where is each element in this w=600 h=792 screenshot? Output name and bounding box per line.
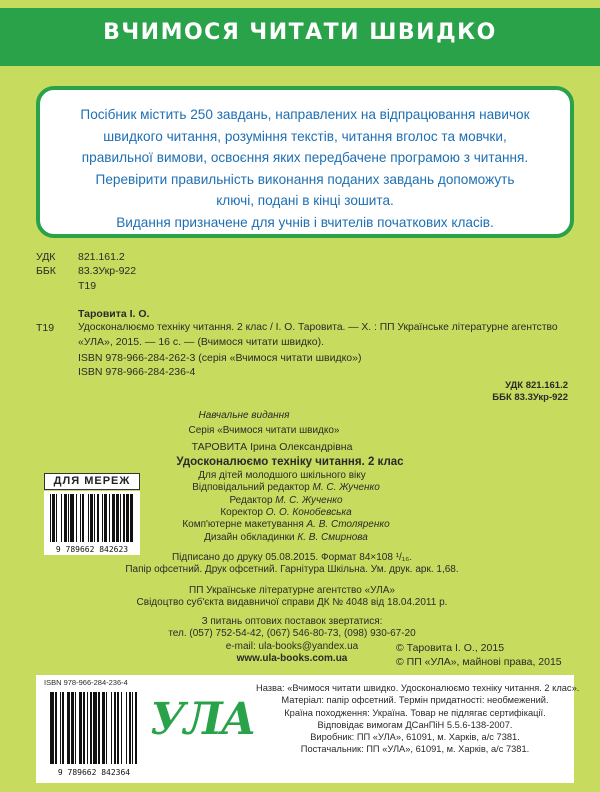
annotation-line: Посібник містить 250 завдань, направлених на відпрацювання навичок: [80, 107, 530, 122]
book-title: Удосконалюємо техніку читання. 2 клас: [176, 455, 404, 468]
print-line1: Підписано до друку 05.08.2015. Формат 84×108 ¹/₁₆.: [171, 551, 413, 563]
copyright-publisher: © ПП «УЛА», майнові права, 2015: [396, 656, 562, 668]
product-info: [256, 682, 580, 756]
print-line2: Папір офсетний. Друк офсетний. Гарнітура Шкільна. Ум. друк. арк. 1,68.: [125, 564, 459, 576]
email-link[interactable]: e-mail: ula-books@yandex.ua: [225, 640, 359, 652]
publisher-logo: [150, 691, 255, 749]
annotation-line: правильної вимови, освоєння яких передбачене програмою з читання.: [81, 150, 529, 165]
annotation-line: швидкого читання, розуміння текстів, читання вголос та мовчки,: [103, 128, 507, 144]
bib-isbn-series: ISBN 978-966-284-262-3 (серія «Вчимося читати швидко»): [78, 352, 362, 364]
series-name: Серія «Вчимося читати швидко»: [188, 425, 340, 437]
phones: тел. (057) 752-54-42, (067) 546-80-73, (098) 930-67-20: [168, 628, 416, 640]
editor-name: М. С. Жученко: [312, 482, 380, 494]
annotation-box: [36, 86, 574, 238]
bbk-label: ББК: [36, 265, 56, 277]
redactor-label: Редактор: [229, 494, 273, 506]
publisher-logo-text: УЛА: [150, 694, 255, 745]
bib-isbn: ISBN 978-966-284-236-4: [78, 366, 196, 378]
annotation-line: Перевірити правильність виконання поданих завдань допоможуть: [95, 171, 515, 187]
bbk-value: 83.3Укр-922: [78, 265, 137, 277]
udk-value: 821.161.2: [78, 251, 125, 263]
author-full-name: ТАРОВИТА Ірина Олександрівна: [191, 440, 353, 453]
product-standard: Відповідає вимогам ДСанПіН 5.5.6-138-2007.: [317, 719, 513, 730]
website-link[interactable]: www.ula-books.com.ua: [236, 653, 348, 665]
edition-type: Навчальне видання: [198, 410, 290, 421]
bib-description-line1: Удосконалюємо техніку читання. 2 клас / І. О. Таровита. — Х. : ПП Українське літературне агентство: [78, 322, 558, 333]
cover-name: К. В. Смирнова: [297, 531, 368, 543]
product-name: Назва: «Вчимося читати швидко. Удосконалюємо техніку читання. 2 клас».: [256, 683, 580, 693]
series-barcode: [44, 491, 140, 555]
author-name: Таровита І. О.: [78, 308, 150, 320]
annotation-line: Видання призначене для учнів і вчителів початкових класів.: [116, 214, 494, 230]
product-material: Матеріал: папір офсетний. Термін придатності: необмежений.: [281, 695, 549, 706]
corrector-label: Коректор: [220, 507, 263, 519]
copyright-author: © Таровита І. О., 2015: [396, 642, 505, 654]
publisher: ПП Українське літературне агентство «УЛА»: [189, 584, 395, 596]
corrector-name: О. О. Конобевська: [265, 507, 352, 519]
bbk-right: ББК 83.3Укр-922: [492, 392, 568, 403]
udk-label: УДК: [36, 251, 56, 263]
barcode-number: 9 789662 842364: [57, 768, 131, 777]
bib-code: Т19: [36, 322, 55, 334]
author-code: Т19: [78, 280, 97, 292]
network-label: ДЛЯ МЕРЕЖ: [44, 473, 140, 490]
bib-description-line2: «УЛА», 2015. — 16 с. — (Вчимося читати швидко).: [78, 336, 325, 348]
annotation-line: ключі, подані в кінці зошита.: [216, 193, 394, 208]
cover-label: Дизайн обкладинки: [204, 531, 295, 543]
layout-name: А. В. Столяренко: [306, 519, 390, 531]
barcode-number: 9 789662 842623: [55, 545, 129, 554]
product-barcode: [44, 690, 144, 778]
editor-label: Відповідальний редактор: [192, 482, 310, 494]
wholesale-contact: З питань оптових поставок звертатися:: [201, 616, 383, 628]
product-origin: Країна походження: Україна. Товар не підлягає сертифікації.: [284, 707, 546, 718]
series-title: ВЧИМОСЯ ЧИТАТИ ШВИДКО: [103, 20, 497, 45]
udk-right: УДК 821.161.2: [505, 380, 568, 391]
barcode-gap: [137, 692, 138, 764]
product-manufacturer: Виробник: ПП «УЛА», 61091, м. Харків, а/с 7381.: [310, 732, 520, 743]
barcode-gap: [133, 494, 134, 542]
redactor-name: М. С. Жученко: [275, 494, 343, 506]
certificate: Свідоцтво суб'єкта видавничої справи ДК № 4048 від 18.04.2011 р.: [136, 596, 448, 608]
layout-label: Комп'ютерне макетування: [182, 519, 304, 531]
product-isbn: ISBN 978-966-284-236-4: [44, 678, 128, 687]
product-supplier: Постачальник: ПП «УЛА», 61091, м. Харків, а/с 7381.: [300, 744, 530, 755]
barcode-bars: [50, 494, 134, 542]
audience: Для дітей молодшого шкільного віку: [198, 470, 366, 482]
barcode-bars: [50, 692, 138, 764]
